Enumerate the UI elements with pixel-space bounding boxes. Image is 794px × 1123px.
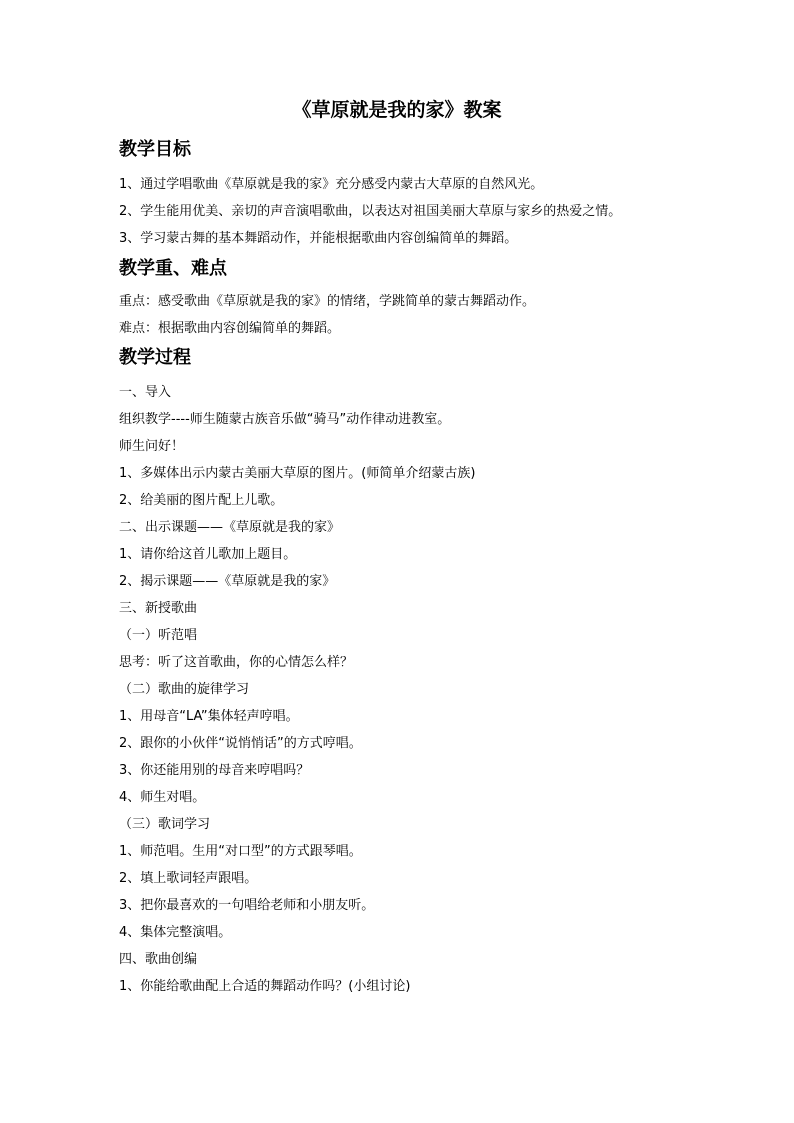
section-heading-key-points: 教学重、难点 bbox=[119, 258, 227, 279]
process-line: 四、歌曲创编 bbox=[119, 952, 198, 967]
process-line: （一）听范唱 bbox=[119, 628, 198, 643]
process-line: 1、师范唱。生用“对口型”的方式跟琴唱。 bbox=[119, 844, 362, 859]
process-line: 2、填上歌词轻声跟唱。 bbox=[119, 871, 258, 886]
section-heading-objectives: 教学目标 bbox=[119, 139, 191, 160]
process-line: 1、多媒体出示内蒙古美丽大草原的图片。(师简单介绍蒙古族) bbox=[119, 466, 476, 481]
process-line: 1、请你给这首儿歌加上题目。 bbox=[119, 547, 297, 562]
process-line: 3、把你最喜欢的一句唱给老师和小朋友听。 bbox=[119, 898, 375, 913]
objective-line: 3、学习蒙古舞的基本舞蹈动作，并能根据歌曲内容创编简单的舞蹈。 bbox=[119, 231, 518, 246]
key-point-line: 难点：根据歌曲内容创编简单的舞蹈。 bbox=[119, 321, 341, 336]
process-line: 三、新授歌曲 bbox=[119, 601, 198, 616]
process-line: 师生问好！ bbox=[119, 439, 185, 454]
process-line: （二）歌曲的旋律学习 bbox=[119, 682, 250, 697]
process-line: 3、你还能用别的母音来哼唱吗？ bbox=[119, 763, 310, 778]
process-line: 4、师生对唱。 bbox=[119, 790, 206, 805]
process-line: 2、给美丽的图片配上儿歌。 bbox=[119, 493, 284, 508]
process-line: 二、出示课题——《草原就是我的家》 bbox=[119, 520, 341, 535]
process-line: 组织教学----师生随蒙古族音乐做“骑马”动作律动进教室。 bbox=[119, 412, 451, 427]
process-line: 一、导入 bbox=[119, 385, 172, 400]
process-line: 4、集体完整演唱。 bbox=[119, 925, 232, 940]
objective-line: 1、通过学唱歌曲《草原就是我的家》充分感受内蒙古大草原的自然风光。 bbox=[119, 177, 544, 192]
process-line: 思考：听了这首歌曲，你的心情怎么样？ bbox=[119, 655, 354, 670]
section-heading-process: 教学过程 bbox=[119, 347, 191, 368]
process-line: 1、你能给歌曲配上合适的舞蹈动作吗？(小组讨论) bbox=[119, 979, 411, 994]
process-line: 2、揭示课题——《草原就是我的家》 bbox=[119, 574, 336, 589]
process-line: 1、用母音“LA”集体轻声哼唱。 bbox=[119, 709, 299, 724]
key-point-line: 重点：感受歌曲《草原就是我的家》的情绪，学跳简单的蒙古舞蹈动作。 bbox=[119, 294, 536, 309]
process-line: 2、跟你的小伙伴“说悄悄话”的方式哼唱。 bbox=[119, 736, 362, 751]
process-line: （三）歌词学习 bbox=[119, 817, 211, 832]
document-title: 《草原就是我的家》教案 bbox=[292, 99, 502, 121]
objective-line: 2、学生能用优美、亲切的声音演唱歌曲，以表达对祖国美丽大草原与家乡的热爱之情。 bbox=[119, 204, 622, 219]
